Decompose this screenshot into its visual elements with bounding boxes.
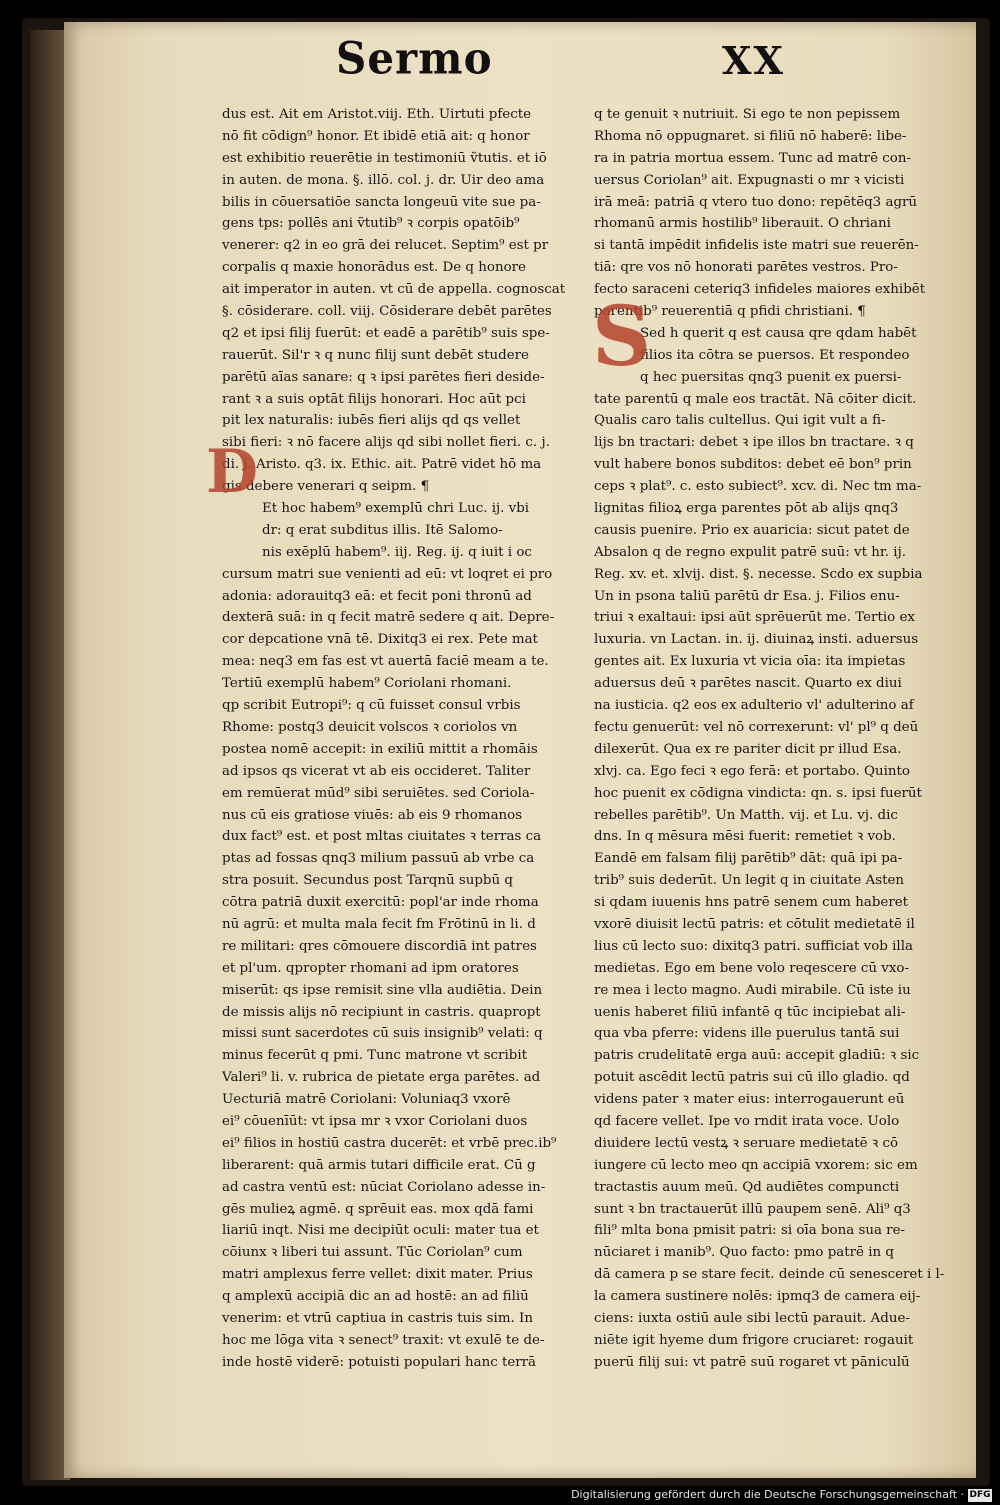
rubricated-initial-left: D	[206, 437, 259, 507]
text-line: dus est. Ait em Aristot.viij. Eth. Uirtuti pfecte	[222, 107, 532, 122]
text-line: lius cū lecto suo: dixitq3 patri. sufficiat vob illa	[594, 938, 913, 954]
text-line: nis exēplū habem⁹. iij. Reg. ij. q iuit i oc	[262, 544, 532, 560]
text-line: de missis alijs nō recipiunt in castris. quapropt	[222, 1004, 541, 1020]
text-line: qd facere vellet. Ipe vo rndit irata voce. Uolo	[594, 1113, 900, 1129]
text-line: gis debere venerari q seipm. ¶	[222, 479, 430, 495]
text-line: qua vba pferre: videns ille puerulus tantā sui	[594, 1026, 900, 1042]
text-line: luxuria. vn Lactan. in. ij. diuinaꝝ insti. aduersus	[594, 632, 919, 648]
text-line: q hec puersitas qnq3 puenit ex puersi-	[640, 369, 902, 385]
text-line: lignitas filioꝝ erga parentes pōt ab alijs qnq3	[594, 501, 899, 517]
text-line: nūciaret i manib⁹. Quo facto: pmo patrē in q	[594, 1245, 894, 1261]
text-line: stra posuit. Secundus post Tarqnū supbū q	[222, 873, 513, 889]
text-line: vult habere bonos subditos: debet eē bon⁹ prin	[594, 457, 912, 473]
text-line: venerer: q2 in eo grā dei relucet. Septim⁹ est pr	[222, 238, 549, 254]
text-line: Sed h querit q est causa qre qdam habēt	[640, 325, 917, 341]
text-line: na iusticia. q2 eos ex adulterio vl' adulterino af	[594, 698, 914, 714]
text-line: dā camera p se stare fecit. deinde cū senesceret i l-	[594, 1267, 945, 1283]
text-line: Uecturiā matrē Coriolani: Voluniaq3 vxorē	[222, 1092, 511, 1108]
text-line: causis puenire. Prio ex auaricia: sicut patet de	[594, 522, 910, 538]
running-head: Sermo	[336, 32, 493, 85]
text-line: dns. In q mēsura mēsi fuerit: remetiet ꝛ vob.	[594, 829, 896, 845]
text-line: ait imperator in auten. vt cū de appella. cognoscat	[222, 282, 566, 298]
text-line: di. j. Aristo. q3. ix. Ethic. ait. Patrē videt hō ma	[222, 457, 542, 473]
text-line: rhomanū armis hostilib⁹ liberauit. O chriani	[594, 216, 891, 232]
text-line: gentes ait. Ex luxuria vt vicia oīa: ita impietas	[594, 654, 906, 670]
text-line: ei⁹ filios in hostiū castra ducerēt: et vrbē prec.ib⁹	[222, 1135, 557, 1151]
text-line: si tantā impēdit infidelis iste matri sue reuerēn-	[594, 238, 919, 254]
text-line: parētū aīas sanare: q ꝛ ipsi parētes fieri deside-	[222, 369, 545, 385]
text-line: re mea i lecto magno. Audi mirabile. Cū iste iu	[594, 982, 911, 998]
text-line: patris crudelitatē erga auū: accepit gladiū: ꝛ sic	[594, 1048, 920, 1064]
text-line: minus fecerūt q pmi. Tunc matrone vt scribit	[222, 1048, 527, 1064]
text-line: vxorē diuisit lectū patris: et cōtulit medietatē il	[594, 916, 915, 932]
text-line: venerim: et vtrū captiua in castris tuis sim. In	[222, 1310, 533, 1326]
text-line: ad castra ventū est: nūciat Coriolano adesse in-	[222, 1179, 546, 1195]
text-line: pit lex naturalis: iubēs fieri alijs qd qs vellet	[222, 413, 521, 429]
folio-number: XX	[722, 38, 785, 83]
text-line: liberarent: quā armis tutari difficile erat. Cū g	[222, 1157, 536, 1173]
text-line: triui ꝛ exaltaui: ipsi aūt sprēuerūt me. Tertio ex	[594, 610, 915, 626]
dfg-logo: DFG	[969, 1490, 991, 1500]
text-line: Eandē em falsam filij parētib⁹ dāt: quā ipi pa-	[594, 851, 903, 867]
text-line: cōiunx ꝛ liberi tui assunt. Tūc Coriolan⁹ cum	[222, 1245, 523, 1261]
text-line: ei⁹ cōuenīūt: vt ipsa mr ꝛ vxor Coriolani duos	[222, 1113, 528, 1129]
text-line: Qualis caro talis cultellus. Qui igit vult a fi-	[594, 413, 886, 429]
text-line: hoc puenit ex cōdigna vindicta: qn. s. ipsi fuerūt	[594, 785, 922, 801]
text-line: missi sunt sacerdotes cū suis insignib⁹ velati: q	[222, 1026, 543, 1042]
text-line: Rhoma nō oppugnaret. si filiū nō haberē: libe-	[594, 128, 907, 144]
text-line: §. cōsiderare. coll. viij. Cōsiderare debēt parētes	[222, 304, 552, 320]
text-line: aduersus deū ꝛ parētes nascit. Quarto ex diui	[594, 676, 902, 692]
text-line: cursum matri sue venienti ad eū: vt loqret ei pro	[222, 566, 553, 582]
text-line: tiā: qre vos nō honorati parētes vestros. Pro-	[594, 260, 898, 276]
text-line: puerū filij sui: vt patrē suū rogaret vt pāniculū	[594, 1354, 910, 1370]
text-line: sunt ꝛ bn tractauerūt illū paupem senē. Ali⁹ q3	[594, 1201, 911, 1217]
text-line: potuit ascēdit lectū patris sui cū illo gladio. qd	[594, 1070, 910, 1086]
text-line: parentib⁹ reuerentiā q pfidi christiani. ¶	[594, 304, 866, 320]
text-line: dilexerūt. Qua ex re pariter dicit pr illud Esa.	[594, 741, 902, 757]
text-line: uersus Coriolan⁹ ait. Expugnasti o mr ꝛ vicisti	[594, 172, 905, 188]
text-line: fectu genuerūt: vel nō correxerunt: vl' pl⁹ q deū	[594, 719, 919, 735]
text-line: niēte igit hyeme dum frigore cruciaret: rogauit	[594, 1332, 914, 1348]
text-line: qp scribit Eutropi⁹: q cū fuisset consul vrbis	[222, 698, 521, 714]
text-line: postea nomē accepit: in exiliū mittit a rhomāis	[222, 741, 538, 757]
text-line: adonia: adorauitq3 eā: et fecit poni thronū ad	[222, 588, 532, 604]
text-line: q te genuit ꝛ nutriuit. Si ego te non pepissem	[594, 107, 901, 122]
text-line: si qdam iuuenis hns patrē senem cum haberet	[594, 895, 909, 911]
text-line: corpalis q maxie honorādus est. De q honore	[222, 260, 526, 276]
text-line: hoc me lōga vita ꝛ senect⁹ traxit: vt exulē te de-	[222, 1332, 545, 1348]
text-line: iungere cū lecto meo qn accipiā vxorem: sic em	[594, 1157, 918, 1173]
text-line: in auten. de mona. §. illō. col. j. dr. Uir deo ama	[222, 172, 545, 188]
text-line: dexterā suā: in q fecit matrē sedere q ait. Depre-	[222, 610, 555, 626]
text-line: rebelles parētib⁹. Un Matth. vij. et Lu. vj. dic	[594, 807, 898, 823]
text-line: irā meā: patriā q vtero tuo dono: repētēq3 agrū	[594, 194, 918, 210]
text-line: cor depcatione vnā tē. Dixitq3 ei rex. Pete mat	[222, 632, 538, 648]
text-line: ptas ad fossas qnq3 milium passuū ab vrbe ca	[222, 851, 535, 867]
text-line: ceps ꝛ plat⁹. c. esto subiect⁹. xcv. di. Nec tm ma-	[594, 479, 922, 495]
text-line: mea: neq3 em fas est vt auertā faciē meam a te.	[222, 654, 549, 670]
text-line: gēs mulieꝝ agmē. q sprēuit eas. mox qdā fami	[222, 1201, 534, 1217]
text-line: Un in psona taliū parētū dr Esa. j. Filios enu-	[594, 588, 900, 604]
text-line: Rhome: postq3 deuicit volscos ꝛ coriolos vn	[222, 719, 518, 735]
text-line: nus cū eis gratiose viuēs: ab eis 9 rhomanos	[222, 807, 523, 823]
text-line: ra in patria mortua essem. Tunc ad matrē con-	[594, 150, 911, 166]
text-line: rant ꝛ a suis optāt filijs honorari. Hoc aūt pci	[222, 391, 526, 407]
text-line: ciens: iuxta ostiū aule sibi lectū parauit. Adue-	[594, 1310, 910, 1326]
text-line: gens tps: pollēs ani ṽtutib⁹ ꝛ corpis opatōib⁹	[222, 216, 520, 232]
text-line: matri amplexus ferre vellet: dixit mater. Prius	[222, 1267, 533, 1283]
text-line: Valeri⁹ li. v. rubrica de pietate erga parētes. ad	[222, 1070, 541, 1086]
text-line: tate parentū q male eos tractāt. Nā cōiter dicit.	[594, 391, 917, 407]
text-line: fili⁹ mlta bona pmisit patri: si oīa bona sua re-	[594, 1223, 906, 1239]
text-line: bilis in cōuersatiōe sancta longeuū vite sue pa-	[222, 194, 541, 210]
text-line: medietas. Ego em bene volo reqescere cū vxo-	[594, 960, 910, 976]
text-line: est exhibitio reuerētie in testimoniū ṽtutis. et iō	[222, 150, 547, 166]
text-line: diuidere lectū vestꝝ ꝛ seruare medietatē ꝛ cō	[594, 1135, 899, 1151]
text-line: cōtra patriā duxit exercitū: popl'ar inde rhoma	[222, 895, 539, 911]
text-line: sibi fieri: ꝛ nō facere alijs qd sibi nollet fieri. c. j.	[222, 435, 550, 451]
text-line: et pl'um. qpropter rhomani ad ipm oratores	[222, 960, 519, 976]
text-line: inde hostē viderē: potuisti populari hanc terrā	[222, 1354, 537, 1370]
text-line: lijs bn tractari: debet ꝛ ipe illos bn tractare. ꝛ q	[594, 435, 914, 451]
text-line: Reg. xv. et. xlvij. dist. §. necesse. Scdo ex supbia	[594, 566, 923, 582]
text-line: dux fact⁹ est. et post mltas ciuitates ꝛ terras ca	[222, 829, 542, 845]
text-line: re militari: qres cōmouere discordiā int patres	[222, 938, 537, 954]
text-line: la camera sustinere nolēs: ipmq3 de camera eij-	[594, 1289, 921, 1305]
text-line: nō fit cōdign⁹ honor. Et ibidē etiā ait: q honor	[222, 128, 530, 144]
digitization-credit: Digitalisierung gefördert durch die Deutsche Forschungsgemeinschaft ·	[571, 1488, 964, 1501]
left-text-column	[222, 104, 578, 1374]
text-line: Tertiū exemplū habem⁹ Coriolani rhomani.	[222, 676, 512, 692]
text-line: fecto saraceni ceteriq3 infideles maiores exhibēt	[594, 282, 926, 298]
text-line: dr: q erat subditus illis. Itē Salomo-	[262, 522, 503, 538]
text-line: trib⁹ suis dederūt. Un legit q in ciuitate Asten	[594, 873, 905, 889]
text-line: nū agrū: et multa mala fecit fm Frōtinū in li. d	[222, 916, 536, 932]
text-line: tractastis auum meū. Qd audiētes compuncti	[594, 1179, 900, 1195]
text-line: Et hoc habem⁹ exemplū chri Luc. ij. vbi	[262, 501, 530, 517]
text-line: xlvj. ca. Ego feci ꝛ ego ferā: et portabo. Quinto	[594, 763, 910, 779]
text-line: em remūerat mūd⁹ sibi seruiētes. sed Coriola-	[222, 785, 535, 801]
text-line: uenis haberet filiū infantē q tūc incipiebat ali-	[594, 1004, 906, 1020]
text-line: liariū inqt. Nisi me decipiūt oculi: mater tua et	[222, 1223, 539, 1239]
text-line: miserūt: qs ipse remisit sine vlla audiētia. Dein	[222, 982, 543, 998]
text-line: filios ita cōtra se puersos. Et respondeo	[640, 347, 910, 363]
text-line: q2 et ipsi filij fuerūt: et eadē a parētib⁹ suis spe-	[222, 325, 550, 341]
text-line: Absalon q de regno expulit patrē suū: vt hr. ij.	[594, 544, 906, 560]
text-line: rauerūt. Sil'r ꝛ q nunc filij sunt debēt studere	[222, 347, 529, 363]
text-line: ad ipsos qs vicerat vt ab eis occideret. Taliter	[222, 763, 531, 779]
text-line: videns pater ꝛ mater eius: interrogauerunt eū	[594, 1092, 905, 1108]
rubricated-initial-right: S	[592, 289, 652, 385]
text-line: q amplexū accipiā dic an ad hostē: an ad filiū	[222, 1289, 529, 1305]
